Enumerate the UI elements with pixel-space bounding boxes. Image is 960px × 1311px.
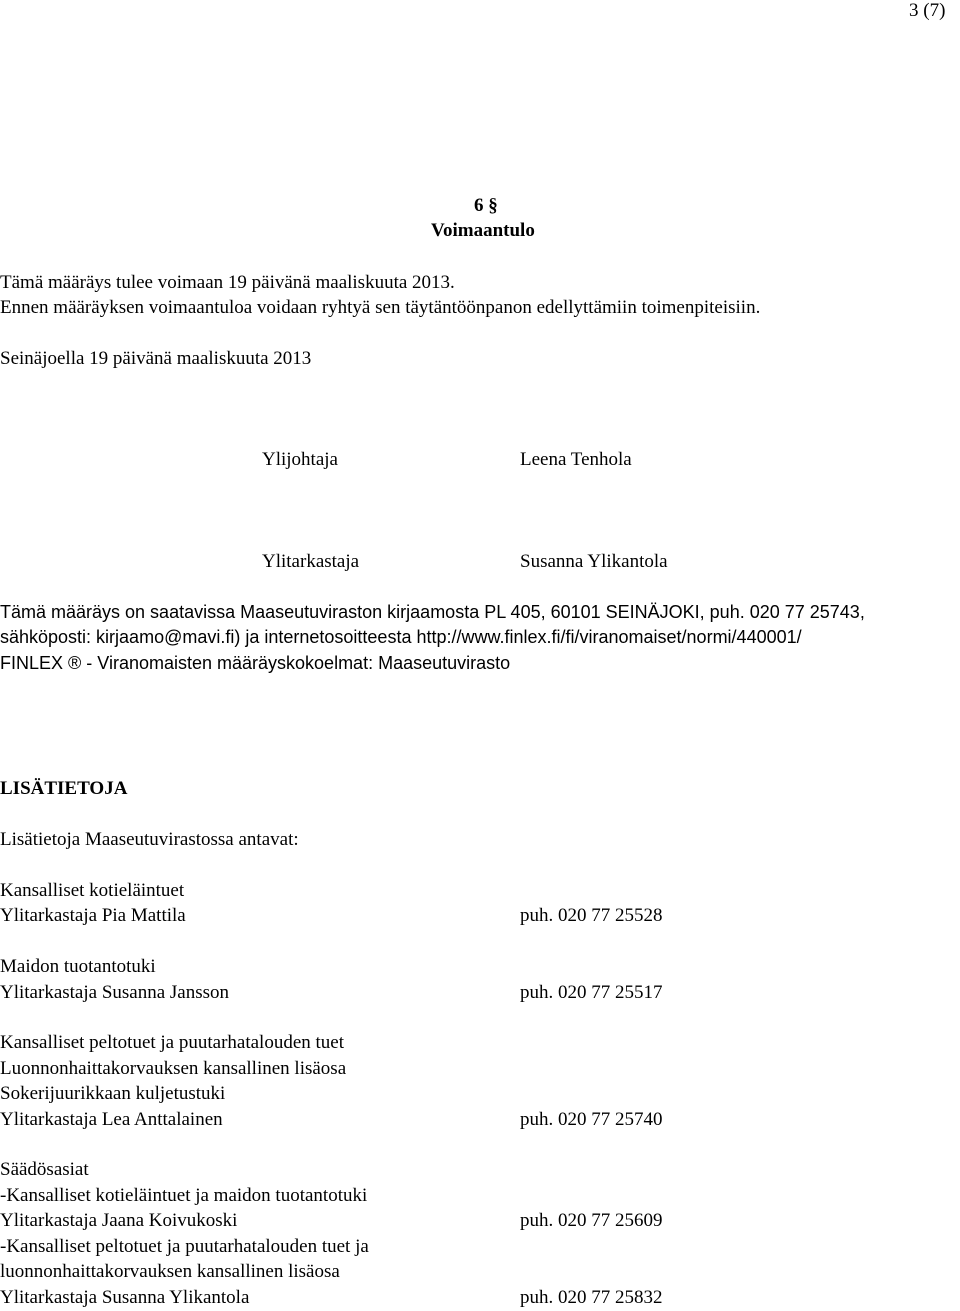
- info-heading: LISÄTIETOJA: [0, 778, 128, 799]
- availability-line-1: Tämä määräys on saatavissa Maaseutuviraston kirjaamosta PL 405, 60101 SEINÄJOKI, puh. 020 77 25743,: [0, 602, 865, 622]
- contact-person: Ylitarkastaja Jaana Koivukoski: [0, 1210, 238, 1231]
- contact-phone: puh. 020 77 25609: [520, 1210, 663, 1231]
- contact-person: Ylitarkastaja Lea Anttalainen: [0, 1109, 223, 1130]
- contact-phone: puh. 020 77 25740: [520, 1109, 663, 1130]
- contact-phone: puh. 020 77 25528: [520, 905, 663, 926]
- contact-topic: Maidon tuotantotuki: [0, 956, 156, 977]
- info-intro: Lisätietoja Maaseutuvirastossa antavat:: [0, 829, 299, 850]
- contact-person: Ylitarkastaja Susanna Jansson: [0, 982, 230, 1003]
- contact-phone: puh. 020 77 25832: [520, 1287, 663, 1308]
- section-number: 6 §: [474, 195, 498, 216]
- contact-topic: -Kansalliset kotieläintuet ja maidon tuotantotuki: [0, 1185, 368, 1206]
- signature-name-1: Leena Tenhola: [520, 449, 632, 470]
- contact-topic: Kansalliset kotieläintuet: [0, 880, 185, 901]
- contact-phone: puh. 020 77 25517: [520, 982, 663, 1003]
- contact-person: Ylitarkastaja Pia Mattila: [0, 905, 186, 926]
- availability-line-3: FINLEX ® - Viranomaisten määräyskokoelmat: Maaseutuvirasto: [0, 653, 511, 673]
- contact-topic: Kansalliset peltotuet ja puutarhatalouden tuet: [0, 1032, 345, 1053]
- intro-line-2: Ennen määräyksen voimaantuloa voidaan ryhtyä sen täytäntöönpanon edellyttämiin toimenpiteisiin.: [0, 297, 761, 318]
- page-number: 3 (7): [909, 0, 946, 21]
- contact-topic: -Kansalliset peltotuet ja puutarhatalouden tuet ja: [0, 1236, 369, 1257]
- intro-line-1: Tämä määräys tulee voimaan 19 päivänä maaliskuuta 2013.: [0, 272, 455, 293]
- contact-topic: Sokerijuurikkaan kuljetustuki: [0, 1083, 226, 1104]
- signature-title-2: Ylitarkastaja: [262, 551, 360, 572]
- section-title: Voimaantulo: [431, 220, 535, 241]
- place-date: Seinäjoella 19 päivänä maaliskuuta 2013: [0, 348, 312, 369]
- signature-title-1: Ylijohtaja: [262, 449, 338, 470]
- regulations-heading: Säädösasiat: [0, 1159, 89, 1180]
- contact-topic: Luonnonhaittakorvauksen kansallinen lisäosa: [0, 1058, 347, 1079]
- signature-name-2: Susanna Ylikantola: [520, 551, 668, 572]
- availability-line-2: sähköposti: kirjaamo@mavi.fi) ja internetosoitteesta http://www.finlex.fi/fi/viranomaiset/normi/440001/: [0, 627, 802, 647]
- contact-person: Ylitarkastaja Susanna Ylikantola: [0, 1287, 250, 1308]
- contact-topic: luonnonhaittakorvauksen kansallinen lisäosa: [0, 1261, 340, 1282]
